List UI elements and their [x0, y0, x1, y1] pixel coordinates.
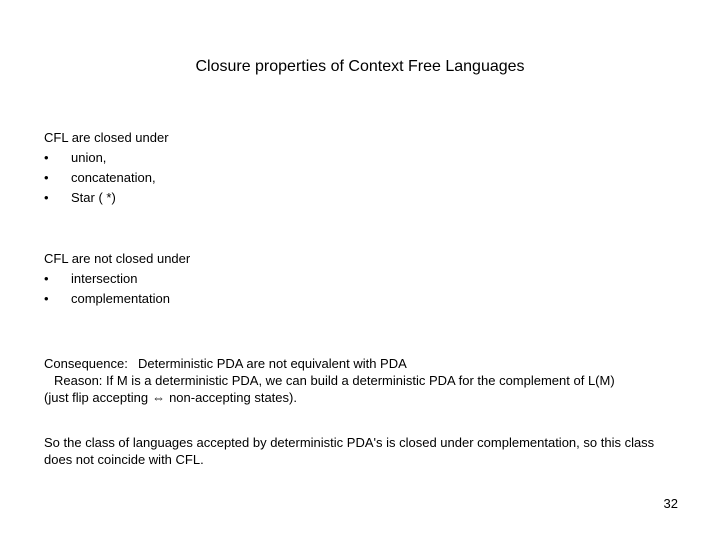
double-arrow-icon: ⇔	[152, 390, 166, 405]
list-item-text: union,	[71, 150, 107, 165]
reason-line-1: Reason: If M is a deterministic PDA, we can build a deterministic PDA for the complement of L(M)	[54, 373, 615, 388]
not-closed-under-list	[44, 269, 190, 309]
list-item	[44, 148, 169, 168]
conclusion-paragraph: So the class of languages accepted by deterministic PDA's is closed under complementation, so this class does not coincide with CFL.	[44, 435, 655, 467]
reason-line-2	[44, 389, 684, 406]
page-number: 32	[663, 496, 678, 511]
closed-under-list	[44, 148, 169, 208]
reason-line-2-start: (just flip accepting	[44, 390, 149, 405]
list-item-text: concatenation,	[71, 170, 156, 185]
closed-under-section	[44, 128, 169, 208]
list-item-text: intersection	[71, 271, 138, 286]
list-item-text: Star ( *)	[71, 190, 116, 205]
bullet-icon: •	[44, 190, 49, 205]
closed-under-heading: CFL are closed under	[44, 130, 169, 145]
list-item-text: complementation	[71, 291, 170, 306]
consequence-label: Consequence:	[44, 356, 128, 371]
consequence-section	[44, 355, 684, 406]
bullet-icon: •	[44, 271, 49, 286]
bullet-icon: •	[44, 170, 49, 185]
bullet-icon: •	[44, 150, 49, 165]
list-item	[44, 188, 169, 208]
reason-line-2-end: non-accepting states).	[169, 390, 297, 405]
consequence-text: Deterministic PDA are not equivalent with PDA	[138, 356, 407, 371]
not-closed-under-section	[44, 249, 190, 309]
not-closed-under-heading: CFL are not closed under	[44, 251, 191, 266]
list-item	[44, 269, 190, 289]
bullet-icon: •	[44, 291, 49, 306]
consequence-line	[44, 355, 684, 372]
slide-title: Closure properties of Context Free Languages	[195, 58, 525, 75]
list-item	[44, 168, 169, 188]
list-item	[44, 289, 190, 309]
